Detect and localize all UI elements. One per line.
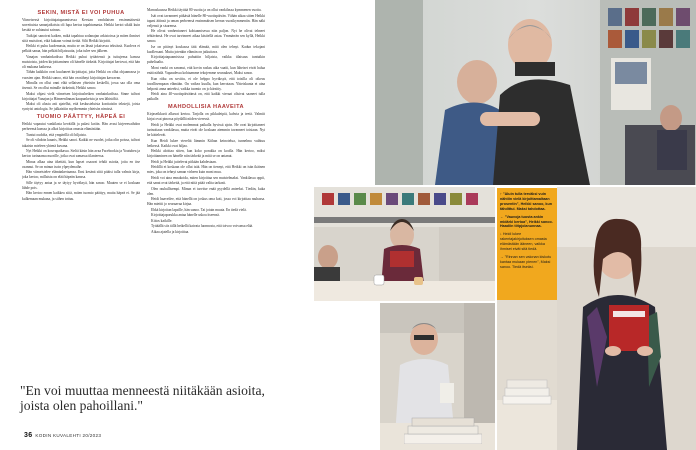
photo-captions (497, 188, 557, 300)
paragraph: Heidi ja Heikki juttelevat pitkään kahdestaan. (151, 159, 217, 164)
paragraph: Kirjoittajatapaamisissa puhuttiin hiljaista, vaikka tilaisuus tuntuikin puheliaalta. (147, 55, 265, 65)
paragraph: Nyt Heikki on kouvapaikassa. Sieltä käsin hän avaa Facebookia ja Youtubea ja kertoo tarinaansa nuorille, jotka ovat samassa tilanteessa. (22, 149, 140, 159)
article-column-2 (147, 8, 265, 426)
paragraph: Olen rauhallisempi. Minun ei tarvitse enää pyydellä anteeksi. Tiedän, kuka olen. (147, 186, 265, 196)
paragraph: Tuntui oudolta, että ympärillä oli hiljaista. (26, 132, 87, 137)
caption-text: Heidi lukee rakentajakirjoituksen omasta elämästään ääneen, vaikka ihmiset eivät sitä tiedä. (500, 232, 547, 252)
section-heading: TUOMIO PÄÄTTYY, HÄPEÄ EI (36, 114, 126, 121)
caption: → "Rinnan sen valonan kiskotu kantaa mukaan pienen", Maksi sanoo. Tiedä itseäsi. (500, 254, 552, 269)
paragraph: Heikki vapautui vankilasta keväällä ja palasi kotiin. Hän avasi kirjeenvaihdon perheensä kanssa ja alkoi kirjoittaa omasta elämästään. (22, 122, 140, 132)
paragraph: Tyttäällä siis tällä hetkellä kaivata luonnosta, että toivoo voivansa elää. (151, 224, 254, 229)
paragraph: Isät ovat tavanneet pitkästä hänelle 80-vuotispäivän. Vähän aikaa sitten Heikki tapasi äitinsä ja oman perheensä ensimmäisen kerran vuosikymmeniin. Hän näki veljensä ja sisarensa. (147, 13, 265, 28)
paragraph: Ise on pitänyt koukussa tätä elämää, mitä olen tehnyt. Kadun tekojani kuollessani. Mutta jotenkin elämän on jatkuttava. (147, 44, 265, 54)
paragraph: Tähän kaikkiin ovat kuuluneet kirjoittajat, joita Heikki on ollut ohjaamassa jo vuosien ajan. Heikki sanoo, että hän on nähnyt kirjoittajan kasvavan. (22, 70, 140, 80)
paragraph: Kun Heidi lukee viereltä lämmin Kiihan keinotelua, tunnelma vaihtuu hetkessä. Kaikki ovat hiljaa. (147, 138, 265, 148)
paragraph: Vanajan vanhainkodissa Heikki puhui tyttäriensä ja tuttujensa kanssa muistoista, joiden kirjoittaminen oli hänelle tärkeää. Kirjoittajat kertovat, että hän oli mukana kaikessa. (22, 54, 140, 69)
caption: ↑ "Aluin tulla terväksi vuin nähtiin vielä kirjoittamaltaan prosentin", Heikki sanoo, kun tähdittui. Maksi tahdottaa. (500, 192, 552, 211)
page-number: 36 (24, 432, 33, 439)
paragraph: Heidi voi aina ennakoida, miten kirjoittaa sen muistelmaksi. Vankilassa oppii, että sanat ovat tärkeitä, ja että niitä pitää valita tarkasti. (147, 175, 265, 185)
caption: ← "Vauvoja tuosta ankin midärki kertoa", Heikki sanoo. Haadiin tiitpjolanunnaa. (500, 214, 553, 229)
paragraph: He olivat vanhentuneet kohtaamisessa niin paljon. Nyt he olivat tehneet tehtävänsä. He ovat tarvinneet aikaa käsitellä asiaa. Ymmärrän sen kyllä, Heikki sanoo. (147, 29, 265, 44)
paragraph: Kirjaseikkarit alkavat kertoa. Tarjolla on pikkuleipiä, kahvia ja teetä. Valmiit kirjat ovat pinossa pöydällä niiden vieressä. (147, 112, 265, 122)
book-stack (404, 412, 482, 444)
section-heading: MAHDOLLISIA HAAVEITA (168, 104, 244, 111)
paragraph: Se oli vihdoin kaunis, Heikki sanoi. Kaikki ne vuodet, jotka olin poissa, tulivat takaisin mieleen yhtenä kuvana. (22, 138, 140, 148)
paragraph: Kiitos kaikille. (151, 218, 173, 223)
paragraph: Maksi ohjasi vielä viimeisen kirjoitushetken vanhainkodissa. Sinne tulivat kirjoittajat Vanajan ja Hämeenlinnan kaupunkeista ja sen lähistöltä. (22, 91, 140, 101)
paragraph: Ehkä kirjoitan lapsille, hän sanoo. Tai jotain muuta. En tiedä vielä. (151, 207, 247, 212)
pull-quote: "En voi muuttaa menneestä niitäkään asioita, joista olen pahoillani." (20, 383, 265, 414)
paragraph: Heikki ei puhu kuolemasta, mutta se on läsnä jokaisessa tekstissä. Kuoleva ei pelkää sanaa, hän pelkää hiljaisuutta, joka tulee sen jälkeen. (22, 44, 140, 54)
paragraph: Tutkijat sanoivat kaiken, mikä tapahtuu sodanajan arkistoissa ja miten ihmiset siitä muistivat, eikä kukaan voinut tietää. Silti Heikki kirjoitti. (22, 33, 140, 43)
paragraph: Minulla on ollut onni elää sellaisen yhteisön keskellä, jossa saa olla oma itsensä. Se on ollut minulle tärkeintä, Heikki sanoo. (22, 81, 140, 91)
paragraph: Heikki aloittaa sitten, kun koko porukka on koolla. Hän kertoo, miksi kirjoittaminen on hänelle niin tärkeää ja mitä se on antanut. (147, 149, 265, 159)
paragraph: Heidi ja Heikki ovat molemmat paikalla hyvissä ajoin. He ovat kirjoittaneet tarinoitaan vankilassa, mutta eivät ole koskaan aiemmin tavanneet toisiaan. Nyt he kättelevät. (147, 122, 265, 138)
paragraph: Heidillä ei koskaan ole ollut isää. Hän on tiennyt, että Heikki on isän ikäinen mies, joka on tehnyt saman virheen kuin moni muu. (147, 165, 265, 175)
paragraph: Hän viimeistelee elämänkertaansa. Ensi kesänä siitä pitäisi tulla valmis kirja, joka kertoo, millaista on elää häpeän kanssa. (22, 170, 140, 180)
caption: ↓ Heidi lukee rakentajakirjoituksen omasta elämästään ääneen, vaikka ihmiset eivät sitä tiedä. (500, 232, 547, 252)
publication-name: KODIN KUVALEHTI 20/2023 (35, 433, 102, 438)
paragraph: Sille täytyy antaa ja se täytyy hyväksyä, hän sanoo. Muuten se ei koskaan lähde pois. (22, 180, 140, 190)
paragraph: Aikaa ajatella ja kirjoittaa. (151, 229, 190, 234)
paragraph: Viimeisessä kirjoittajatapaamisessa Kerstan vanhilaisen ensimmäisestä sorrettuista sananjatkoista oli lupa kertoa tapahtumasta. Heikki kertoi sikäli kuin kestää se suhtautui sairaus. (22, 18, 140, 33)
photo-reading-table (314, 187, 495, 301)
paragraph: Kun riiku on sovittu, ei ole helppo hyväksyä, että toisilla oli oikeus tavallisempaan elämään. On vaikea kuulla, kun kerrotaan. Yhteiskunta ei aina helposti anna anteeksi, vaikka tuomio on jo kärsitty. (147, 76, 265, 91)
caption-text: "Rinnan sen valonan kiskotu kantaa mukaan pienen", Maksi sanoo. Tiedä itseäsi. (500, 254, 552, 269)
page-footer (24, 432, 101, 439)
paragraph: Heidi haaveilee, että hänellä on joskus oma koti, jossa voi kirjoittaa rauhassa. Hän miettii jo seuraavaa kirjaa. (147, 197, 265, 207)
article-column-1 (22, 8, 140, 380)
paragraph: Heidi aina 40-vuotispäiväänsä on, että kaikki vieraat olisivat saaneet tulla paikalle. (147, 92, 265, 102)
paragraph: Moni vanki on sanonut, että kovin raskas aika vaatii, kun läheiset eivät halua enää nähdä. Vapaudessa kohtaamme tekojemme seuraukset, Maksi sanoo. (147, 66, 265, 76)
caption-text: "Aluin tulla terväksi vuin nähtiin vielä kirjoittamaltaan prosentin", Heikki sanoo, kun tähdittui. Maksi tahdottaa. (500, 192, 552, 211)
paragraph: Marraskuussa Heikki täyttää 80 vuotta ja on ollut vankilassa kymmenen vuotta. (147, 8, 262, 12)
photo-embrace (375, 0, 696, 185)
photo-books-table (497, 300, 557, 450)
paragraph: Kirjoittajaporukka antaa hänelle uskoa itseensä. (151, 213, 220, 218)
caption-text: "Vauvoja tuosta ankin midärki kertoa", Heikki sanoo. Haadiin tiitpjolanunnaa. (500, 214, 553, 229)
paragraph: Hän kertoo ennen kaikkea siitä, miten tuomio päättyy, mutta häpeä ei. Se jää kulkemaan mukana, ja siihen tottuu. (22, 191, 140, 201)
paragraph: Maksi oli alusta asti ajatellut, että keskusteluista koottaisiin tekstejä, joista syntyisi antologia. Se julkaistiin myöhemmin yhteisön nimissä. (22, 102, 140, 112)
paragraph: Minua alkaa aina itkettää, kun lapset osaavat tehdä asioita, joita en itse osannut. Se on minun isoin ylpeydenaihe. (22, 159, 140, 169)
photo-woman-reading-red-book (557, 187, 696, 450)
section-heading: SEKIN, MISTÄ EI VOI PUHUA (37, 10, 125, 16)
